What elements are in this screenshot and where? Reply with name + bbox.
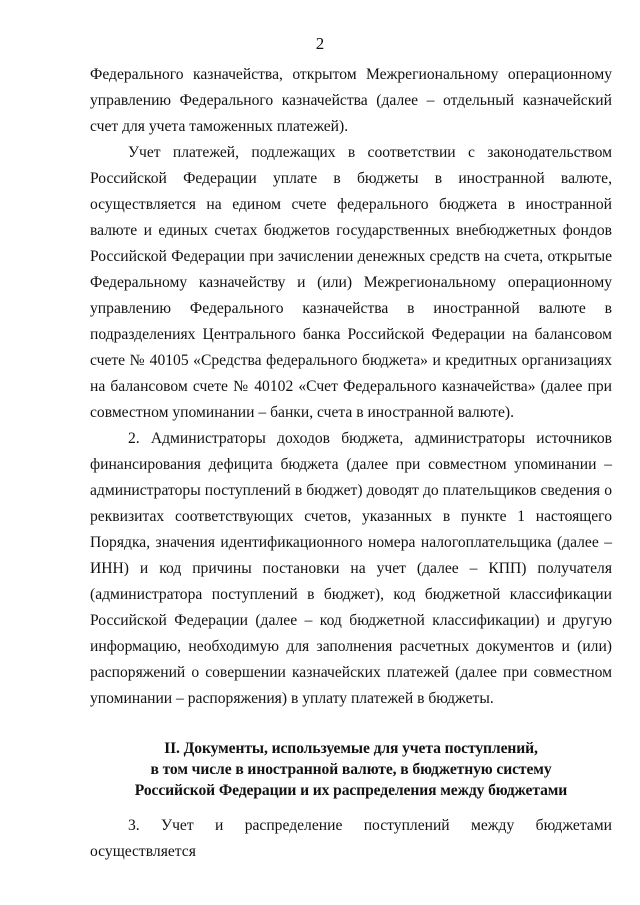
paragraph-foreign-currency-accounting: Учет платежей, подлежащих в соответствии с законодательством Российской Федерации уплате в бюджеты в иностранной валюте, осуществляется на едином счете федерального бюджета в иностранной валюте и единых счетах бюджетов государственных внебюджетных фондов Российской Федерации при зачислении денежных средств на счета, открытые Федеральному казначейству и (или) Межрегиональному операционному управлению Федерального казначейства в иностранной валюте в подразделениях Центрального банка Российской Федерации на балансовом счете № 40105 «Средства федерального бюджета» и кредитных организациях на балансовом счете № 40102 «Счет Федерального казначейства» (далее при совместном упоминании – банки, счета в иностранной валюте). (90, 144, 612, 421)
section-heading-line-2: в том числе в иностранной валюте, в бюджетную систему (150, 761, 552, 778)
section-heading-line-3: Российской Федерации и их распределения между бюджетами (134, 782, 568, 799)
section-heading-line-1: II. Документы, используемые для учета поступлений, (164, 740, 538, 757)
page-number: 2 (315, 34, 325, 53)
document-body (90, 62, 612, 865)
paragraph-item-3-start: 3. Учет и распределение поступлений между бюджетами осуществляется (90, 817, 612, 860)
paragraph-continuation: Федерального казначейства, открытом Межрегиональному операционному управлению Федерального казначейства (далее – отдельный казначейский счет для учета таможенных платежей). (90, 66, 612, 135)
section-heading (90, 738, 612, 801)
paragraph-item-2-administrators: 2. Администраторы доходов бюджета, администраторы источников финансирования дефицита бюджета (далее при совместном упоминании – администраторы поступлений в бюджет) доводят до плательщиков сведения о реквизитах соответствующих счетов, указанных в пункте 1 настоящего Порядка, значения идентификационного номера налогоплательщика (далее – ИНН) и код причины постановки на учет (далее – КПП) получателя (администратора поступлений в бюджет), код бюджетной классификации Российской Федерации (далее – код бюджетной классификации) и другую информацию, необходимую для заполнения расчетных документов и (или) распоряжений о совершении казначейских платежей (далее при совместном упоминании – распоряжения) в уплату платежей в бюджеты. (90, 430, 612, 707)
